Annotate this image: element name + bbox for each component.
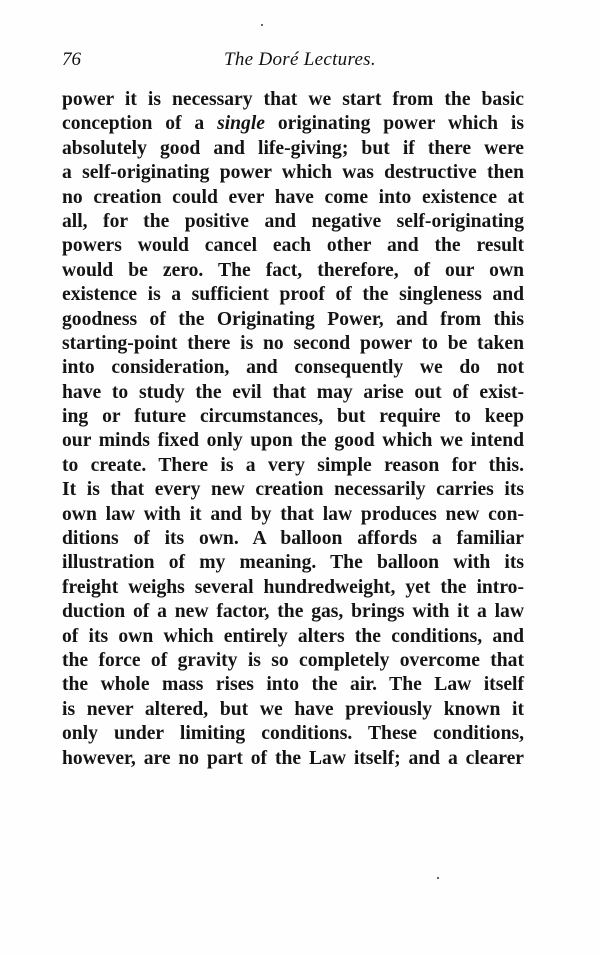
text-line: to create. There is a very simple reason for this. bbox=[62, 454, 524, 476]
text-line: a self-originating power which was destructive then bbox=[62, 162, 524, 184]
emphasis-word: single bbox=[217, 113, 265, 135]
text-line: goodness of the Originating Power, and from this bbox=[62, 308, 524, 330]
text-line: starting-point there is no second power to be taken bbox=[62, 332, 524, 354]
text-line: however, are no part of the Law itself; and a clearer bbox=[62, 747, 524, 769]
text-line: illustration of my meaning. The balloon with its bbox=[62, 552, 524, 574]
text-line: conception of a single originating power which is bbox=[62, 113, 524, 135]
text-line: of its own which entirely alters the conditions, and bbox=[62, 625, 524, 647]
text-line: existence is a sufficient proof of the singleness and bbox=[62, 284, 524, 306]
text-line: It is that every new creation necessarily carries its bbox=[62, 479, 524, 501]
running-title: The Doré Lectures. bbox=[224, 49, 376, 70]
text-line: is never altered, but we have previously known it bbox=[62, 698, 524, 720]
text-line: only under limiting conditions. These conditions, bbox=[62, 723, 524, 745]
text-line: the force of gravity is so completely overcome that bbox=[62, 649, 524, 671]
text-line: duction of a new factor, the gas, brings with it a law bbox=[62, 601, 524, 623]
text-line: power it is necessary that we start from the basic bbox=[62, 89, 524, 110]
text-line: our minds fixed only upon the good which we intend bbox=[62, 430, 524, 452]
running-head bbox=[62, 49, 524, 77]
text-line: would be zero. The fact, therefore, of our own bbox=[62, 259, 524, 281]
text-line: absolutely good and life-giving; but if there were bbox=[62, 137, 524, 159]
text-line: freight weighs several hundredweight, yet the intro- bbox=[62, 576, 524, 598]
text-line: into consideration, and consequently we do not bbox=[62, 357, 524, 379]
text-line: all, for the positive and negative self-originating bbox=[62, 210, 524, 232]
text-line: ing or future circumstances, but require to keep bbox=[62, 406, 524, 428]
text-line: powers would cancel each other and the result bbox=[62, 235, 524, 257]
scan-speck bbox=[437, 877, 439, 879]
scan-speck bbox=[261, 24, 263, 26]
page-number: 76 bbox=[62, 49, 81, 70]
text-line: have to study the evil that may arise out of exist- bbox=[62, 381, 524, 403]
body-paragraph bbox=[62, 88, 524, 771]
text-line: ditions of its own. A balloon affords a familiar bbox=[62, 528, 524, 550]
text-line: own law with it and by that law produces new con- bbox=[62, 503, 524, 525]
text-line: no creation could ever have come into existence at bbox=[62, 186, 524, 208]
text-line: the whole mass rises into the air. The Law itself bbox=[62, 674, 524, 696]
